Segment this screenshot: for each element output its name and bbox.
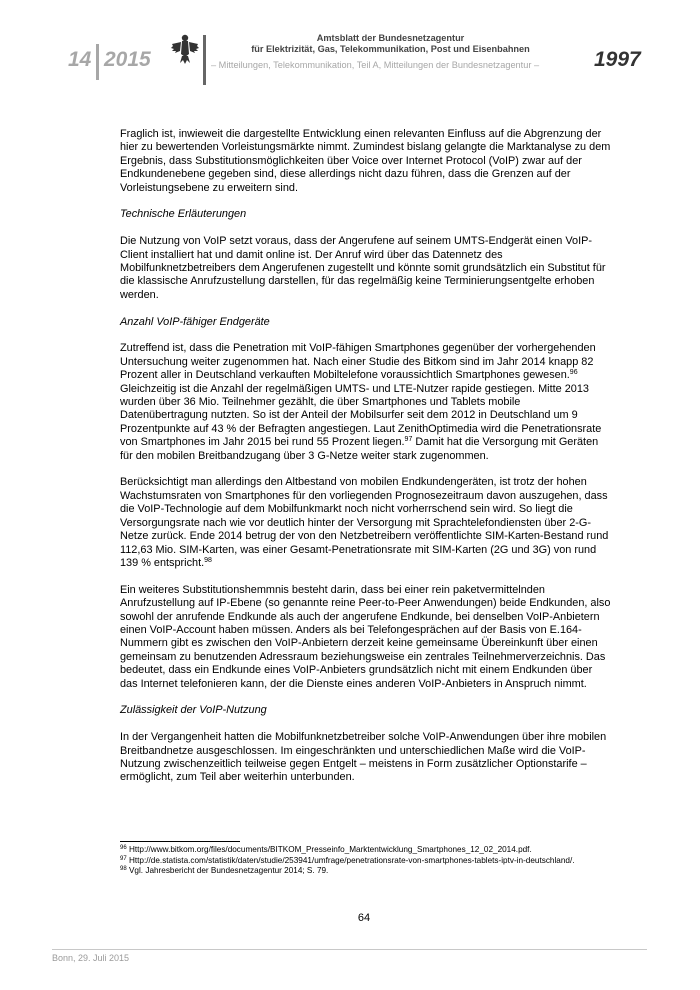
footnote — [120, 866, 611, 877]
footnote — [120, 845, 611, 856]
issue-number: 14 — [68, 48, 92, 71]
footnotes — [120, 845, 611, 877]
paragraph-text: Berücksichtigt man allerdings den Altbestand von mobilen Endkundengeräten, ist trotz der hohen Wachstumsraten von Smartphones für den vorliegenden Prognosezeitraum davon auszugehen, dass die VoIP-Technologie auf dem Mobilfunkmarkt noch nicht vorherrschend sein wird. So liegt die Versorgungsrate nach wie vor deutlich hinter der Versorgung mit Sprachtelefondiensten über 2-G-Netze zurück. Ende 2014 betrug der von den Netzbetreibern veröffentlichte SIM-Karten-Bestand rund 112,63 Mio. SIM-Karten, was einer Gesamt-Penetrationsrate mit SIM-Karten (2G und 3G) von rund 139 % entspricht. — [120, 476, 609, 569]
footnote-divider — [120, 841, 240, 842]
paragraph — [120, 476, 611, 570]
footnote-text[interactable]: Http://www.bitkom.org/files/documents/BITKOM_Presseinfo_Marktentwicklung_Smartphones_12_02_2014.pdf. — [128, 845, 532, 854]
federal-eagle-icon — [170, 32, 200, 66]
footnote — [120, 856, 611, 867]
footnote-number: 98 — [120, 866, 127, 872]
issue-year: 2015 — [104, 48, 151, 71]
footer-place-date: Bonn, 29. Juli 2015 — [52, 953, 130, 963]
paragraph-text: Zutreffend ist, dass die Penetration mit VoIP-fähigen Smartphones gegenüber der vorhergehenden Untersuchung weiter zugenommen hat. Nach einer Studie des Bitkom sind im Jahr 2014 knapp 82 Prozent aller in Deutschland verkauften Mobiltelefone voraussichtlich Smartphones gewesen. — [120, 342, 596, 382]
header-divider-dark — [203, 35, 206, 85]
paragraph: Ein weiteres Substitutionshemmnis besteht darin, dass bei einer rein paketvermittelnden Anrufzustellung auf IP-Ebene (so genannte reine Peer-to-Peer Anwendungen) beide Endkunden, also sowohl der anrufende Endkunde als auch der angerufene Endkunde, bei denselben VoIP-Anbietern einen VoIP-Account haben müssen. Anders als bei Telefongesprächen auf der Basis von E.164-Nummern gibt es zwischen den VoIP-Anbietern derzeit keine gemeinsame Übereinkunft über einen gemeinsam zu benutzenden Adressraum beziehungsweise ein zentrales Teilnehmerverzeichnis. Das bedeutet, dass ein Endkunde eines VoIP-Anbieters grundsätzlich nicht mit einem Endkunden über das Internet telefonieren kann, der die Dienste eines anderen VoIP-Anbieters in Anspruch nimmt. — [120, 583, 611, 690]
header-divider — [96, 44, 99, 80]
gazette-title-line2: für Elektrizität, Gas, Telekommunikation, Post und Eisenbahnen — [251, 44, 530, 54]
footer-divider — [52, 949, 647, 950]
footnote-text[interactable]: Http://de.statista.com/statistik/daten/studie/253941/umfrage/penetrationsrate-von-smartphones-tablets-iptv-in-deutschland/. — [128, 855, 575, 865]
paragraph — [120, 342, 611, 463]
footnote-ref[interactable]: 97 — [404, 436, 413, 444]
document-page-number: 64 — [357, 912, 371, 924]
footnote-number: 96 — [120, 845, 127, 851]
footnote-ref[interactable]: 96 — [569, 369, 578, 377]
footnote-text: Vgl. Jahresbericht der Bundesnetzagentur 2014; S. 79. — [128, 866, 329, 875]
paragraph: In der Vergangenheit hatten die Mobilfunknetzbetreiber solche VoIP-Anwendungen über ihre mobilen Breitbandnetze ausgeschlossen. Im eingeschränkten und unterschiedlichen Maße wird die VoIP-Nutzung zwischenzeitlich teilweise gegen Entgelt – meistens in Form zusätzlicher Optionstarife – ermöglicht, zum Teil aber weiterhin unterbunden. — [120, 731, 607, 784]
section-heading: Zulässigkeit der VoIP-Nutzung — [120, 704, 267, 717]
section-heading: Anzahl VoIP-fähiger Endgeräte — [120, 315, 270, 328]
gazette-title-line1: Amtsblatt der Bundesnetzagentur — [316, 33, 465, 43]
paragraph: Die Nutzung von VoIP setzt voraus, dass der Angerufene auf seinem UMTS-Endgerät einen VoIP-Client installiert hat und damit online ist. Der Anruf wird über das Datennetz des Mobilfunknetzbetreibers dem Angerufenen zugestellt und könnte somit grundsätzlich ein Substitut für die klassische Anrufzustellung darstellen, für das regelmäßig keine Terminierungsentgelte erhoben werden. — [120, 235, 606, 301]
gazette-page-number: 1997 — [594, 48, 641, 71]
document-body — [120, 128, 611, 798]
footnote-ref[interactable]: 98 — [204, 556, 212, 564]
section-heading: Technische Erläuterungen — [120, 208, 247, 221]
gazette-subtitle: – Mitteilungen, Telekommunikation, Teil A, Mitteilungen der Bundesnetzagentur – — [211, 60, 540, 70]
paragraph-text: Gleichzeitig ist die Anzahl der regelmäßigen UMTS- und LTE-Nutzer rapide gestiegen. Mitte 2013 wurden über 36 Mio. Teilnehmer gezählt, die über Smartphones und Tablets mobile Datenübertragung nutzten. So ist der Anteil der Mobilsurfer seit dem 2012 in Deutschland um 9 Prozentpunkte auf 43 % der Befragten angestiegen. Laut ZenithOptimedia wird die Penetrationsrate von Smartphones im Jahr 2015 bei rund 55 Prozent liegen. — [120, 382, 602, 449]
footnote-number: 97 — [120, 855, 127, 862]
paragraph: Fraglich ist, inwieweit die dargestellte Entwicklung einen relevanten Einfluss auf die Abgrenzung der hier zu bewertenden Vorleistungsmärkte nimmt. Zumindest bislang gelangte die Marktanalyse zu dem Ergebnis, dass Substitutionsmöglichkeiten über Voice over Internet Protocol (VoIP) zwar auf der Endkundenebene gegeben sind, diese allerdings nicht dazu führen, dass die Grenzen auf der Vorleistungsebene zu erweitern sind. — [120, 128, 611, 194]
gazette-title — [213, 33, 568, 55]
paragraph-text: Damit hat die Versorgung mit Geräten für den mobilen Breitbandzugang über 3 G-Netze weiter stark zugenommen. — [120, 436, 599, 462]
